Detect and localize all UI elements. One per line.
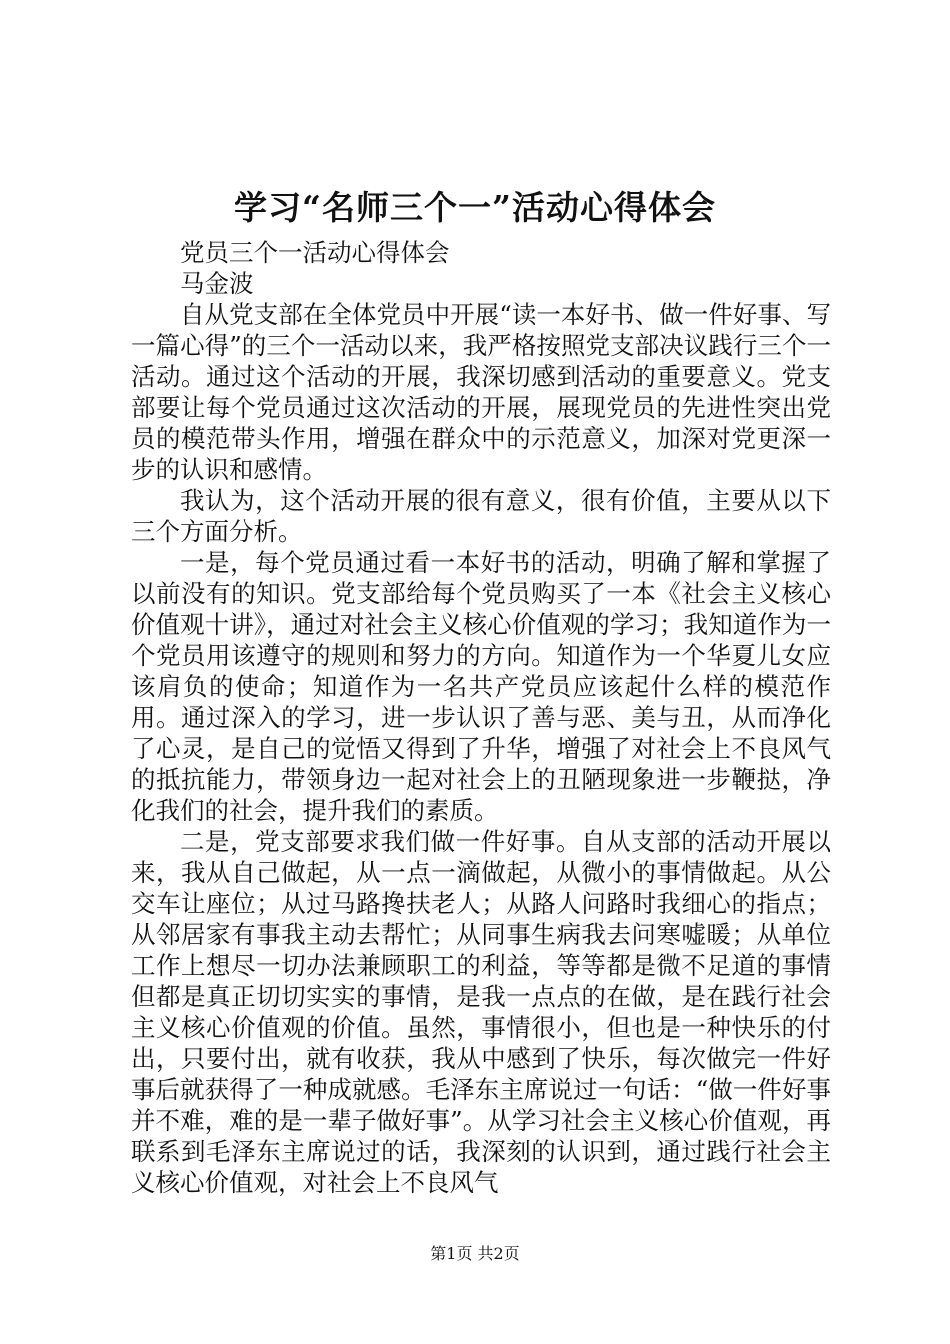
page-indicator: 第1页 共2页 [430, 1244, 520, 1263]
paragraph-3: 一是，每个党员通过看一本好书的活动，明确了解和掌握了以前没有的知识。党支部给每个党员购买了一本《社会主义核心价值观十讲》，通过对社会主义核心价值观的学习；我知道作为一个党员用该遵守的规则和努力的方向。知道作为一个华夏儿女应该肩负的使命；知道作为一名共产党员应该起什么样的模范作用。通过深入的学习，进一步认识了善与恶、美与丑，从而净化了心灵，是自己的觉悟又得到了升华，增强了对社会上不良风气的抵抗能力，带领身边一起对社会上的丑陋现象进一步鞭挞，净化我们的社会，提升我们的素质。 [131, 548, 831, 825]
document-title: 学习“名师三个一”活动心得体会 [234, 188, 716, 227]
document-author: 马金波 [180, 269, 254, 298]
document-subtitle: 党员三个一活动心得体会 [180, 238, 450, 267]
paragraph-2: 我认为，这个活动开展的很有意义，很有价值，主要从以下三个方面分析。 [131, 486, 831, 546]
document-body [131, 237, 831, 1198]
page-footer [0, 1243, 950, 1265]
paragraph-4: 二是，党支部要求我们做一件好事。自从支部的活动开展以来，我从自己做起，从一点一滴做起，从微小的事情做起。从公交车让座位；从过马路搀扶老人；从路人问路时我细心的指点；从邻居家有事我主动去帮忙；从同事生病我去问寒嘘暖；从单位工作上想尽一切办法兼顾职工的利益，等等都是微不足道的事情但都是真正切切实实的事情，是我一点点的在做，是在践行社会主义核心价值观的价值。虽然，事情很小，但也是一种快乐的付出，只要付出，就有收获，我从中感到了快乐，每次做完一件好事后就获得了一种成就感。毛泽东主席说过一句话：“做一件好事并不难，难的是一辈子做好事”。从学习社会主义核心价值观，再联系到毛泽东主席说过的话，我深刻的认识到，通过践行社会主义核心价值观，对社会上不良风气 [131, 827, 831, 1197]
paragraph-1: 自从党支部在全体党员中开展“读一本好书、做一件好事、写一篇心得”的三个一活动以来，我严格按照党支部决议践行三个一活动。通过这个活动的开展，我深切感到活动的重要意义。党支部要让每个党员通过这次活动的开展，展现党员的先进性突出党员的模范带头作用，增强在群众中的示范意义，加深对党更深一步的认识和感情。 [131, 300, 831, 484]
